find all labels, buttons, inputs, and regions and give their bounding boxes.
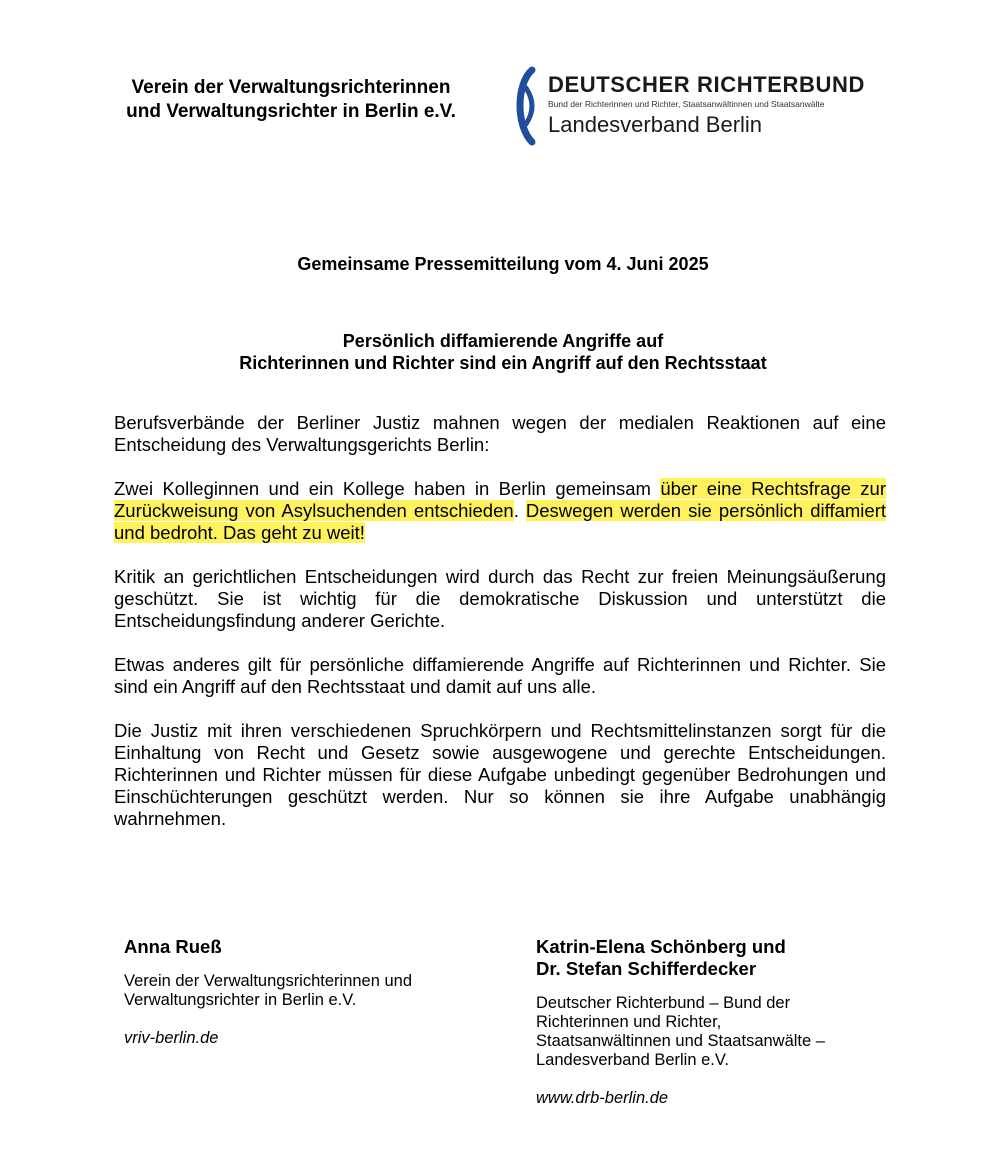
org-name-line-2: und Verwaltungsrichter in Berlin e.V.: [126, 101, 456, 122]
drb-logo-icon: [512, 66, 544, 146]
signature-website: vriv-berlin.de: [124, 1029, 219, 1047]
signature-names: [536, 936, 916, 980]
signature-left: [124, 936, 504, 1048]
org-name-line-1: Verein der Verwaltungsrichterinnen: [131, 77, 451, 98]
paragraph-1: Berufsverbände der Berliner Justiz mahnen wegen der medialen Reaktionen auf eine Entscheidung des Verwaltungsgerichts Berlin:: [114, 412, 886, 455]
signature-website: www.drb-berlin.de: [536, 1089, 669, 1107]
body-text: [114, 412, 886, 852]
signature-org-line: Verein der Verwaltungsrichterinnen und: [124, 972, 413, 990]
signature-organization: [536, 994, 916, 1070]
paragraph-5: Die Justiz mit ihren verschiedenen Spruchkörpern und Rechtsmittelinstanzen sorgt für die Einhaltung von Recht und Gesetz sowie ausgewogene und gerechte Entscheidungen. Richterinnen und Richter müssen für diese Aufgabe unbedingt gegenüber Bedrohungen und Einschüchterungen geschützt werden. Nur so können sie ihre Aufgabe unabhängig wahrnehmen.: [114, 720, 886, 829]
logo-subtitle: Bund der Richterinnen und Richter, Staatsanwältinnen und Staatsanwälte: [548, 99, 825, 109]
highlighted-text: Deswegen werden sie persönlich diffamiert und bedroht. Das geht zu weit!: [114, 500, 886, 543]
signature-org-line: Staatsanwältinnen und Staatsanwälte –: [536, 1032, 825, 1050]
headline: [0, 330, 1006, 374]
paragraph-2: [114, 478, 886, 544]
signature-organization: [124, 972, 504, 1010]
signature-name-line: Dr. Stefan Schifferdecker: [536, 958, 757, 979]
paragraph-4: Etwas anderes gilt für persönliche diffamierende Angriffe auf Richterinnen und Richter. Sie sind ein Angriff auf den Rechtsstaat und damit auf uns alle.: [114, 654, 886, 697]
highlighted-text: über eine Rechtsfrage zur Zurückweisung von Asylsuchenden entschieden: [114, 478, 886, 521]
signature-org-line: Verwaltungsrichter in Berlin e.V.: [124, 991, 357, 1009]
signature-name: Anna Rueß: [124, 936, 222, 957]
org-name-vriv: [96, 76, 486, 124]
signature-org-line: Deutscher Richterbund – Bund der: [536, 994, 791, 1012]
logo-title: DEUTSCHER RICHTERBUND: [548, 72, 865, 97]
paragraph-2-separator: .: [513, 500, 526, 521]
headline-line-2: Richterinnen und Richter sind ein Angriff auf den Rechtsstaat: [239, 353, 767, 373]
logo-region: Landesverband Berlin: [548, 112, 763, 137]
press-release-date: Gemeinsame Pressemitteilung vom 4. Juni 2025: [297, 254, 709, 274]
signature-org-line: Richterinnen und Richter,: [536, 1013, 722, 1031]
drb-logo: [512, 66, 902, 148]
paragraph-3: Kritik an gerichtlichen Entscheidungen wird durch das Recht zur freien Meinungsäußerung geschützt. Sie ist wichtig für die demokratische Diskussion und unterstützt die Entscheidungsfindung anderer Gerichte.: [114, 566, 886, 631]
signature-org-line: Landesverband Berlin e.V.: [536, 1051, 729, 1069]
signature-right: [536, 936, 916, 1108]
signature-name-line: Katrin-Elena Schönberg und: [536, 936, 786, 957]
paragraph-2-intro: Zwei Kolleginnen und ein Kollege haben in Berlin gemeinsam: [114, 478, 661, 499]
headline-line-1: Persönlich diffamierende Angriffe auf: [342, 331, 664, 351]
